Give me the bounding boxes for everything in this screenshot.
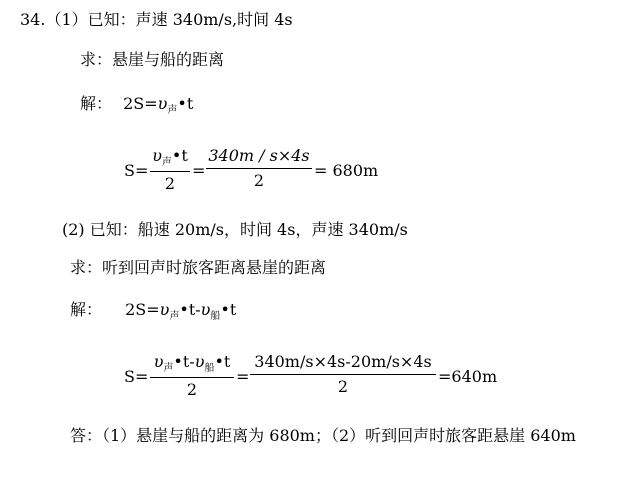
problem-header — [20, 10, 293, 30]
problem-header-text: 34.（1）已知：声速 340m/s,时间 4s — [20, 10, 293, 29]
eq1-equals: = — [192, 161, 206, 180]
solution-line-1: 解： $2S=\upsilon_声•t$ — [80, 94, 194, 116]
find-statement-2: 求：听到回声时旅客距离悬崖的距离 — [70, 258, 327, 277]
equation-2 — [124, 352, 524, 402]
eq1-fraction-mid: 340m / s×4s 2 — [206, 146, 312, 191]
part2-header: (2) 已知：船速 20m/s，时间 4s，声速 340m/s — [62, 220, 408, 239]
eq2-result: =640m — [438, 367, 498, 386]
find-statement-1: 求：悬崖与船的距离 — [80, 50, 225, 69]
answer-line: 答：（1）悬崖与船的距离为 680m；（2）听到回声时旅客距悬崖 640m — [70, 426, 576, 445]
eq1-s-label: S= — [124, 161, 149, 180]
eq1-fraction-left: $\upsilon_声•t$ 2 — [150, 146, 190, 194]
eq2-equals: = — [236, 367, 250, 386]
equation-1 — [124, 146, 384, 196]
eq2-fraction-mid: 340m/s×4s-20m/s×4s 2 — [250, 352, 436, 397]
eq1-result: = 680m — [314, 161, 379, 180]
eq2-fraction-left: $\upsilon_声•t-\upsilon_船•t$ 2 — [150, 352, 234, 400]
eq2-s-label: S= — [124, 367, 149, 386]
solution-line-2: 解： $2S=\upsilon_声•t-\upsilon_船•t$ — [70, 300, 237, 322]
